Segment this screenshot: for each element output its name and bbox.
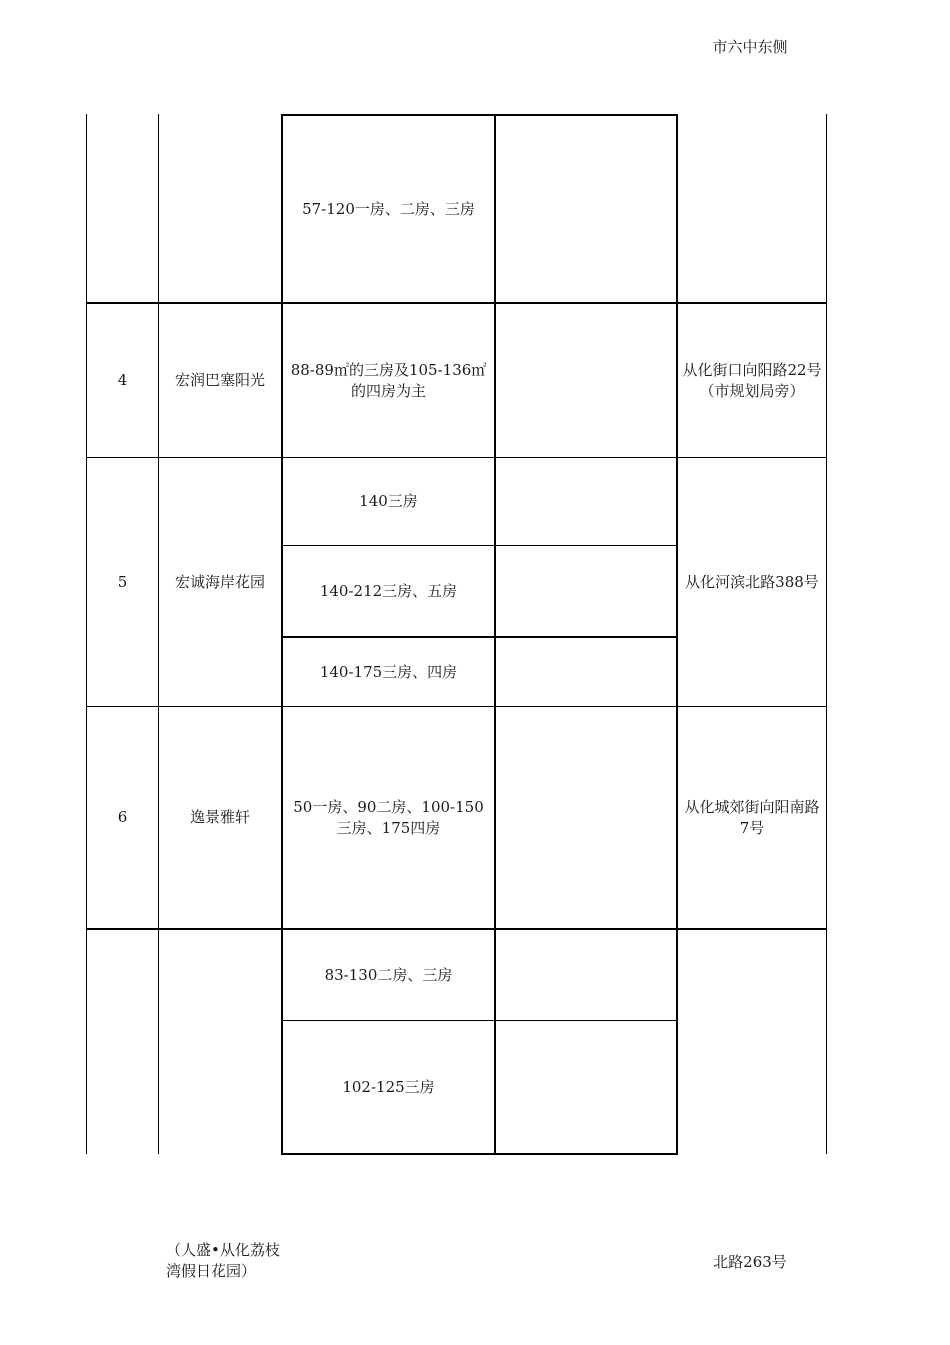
project-address: 从化河滨北路388号: [685, 572, 819, 591]
project-address: 从化街口向阳路22号（市规划局旁）: [682, 360, 822, 400]
unit-type-cell: 83-130二房、三房: [324, 965, 453, 984]
header-address-continuation: 市六中东侧: [712, 38, 788, 56]
row-number: 4: [117, 371, 128, 389]
unit-type-cell: 88-89㎡的三房及105-136㎡的四房为主: [290, 360, 487, 400]
unit-type-cell: 50一房、90二房、100-150三房、175四房: [293, 797, 484, 837]
footer-address: 北路263号: [713, 1253, 787, 1271]
footer-project-name: （人盛•从化荔枝湾假日花园）: [166, 1241, 280, 1280]
row-number: 6: [117, 808, 128, 826]
unit-type-cell: 102-125三房: [342, 1077, 435, 1096]
unit-type-cell: 57-120一房、二房、三房: [302, 200, 475, 218]
row-number: 5: [117, 572, 128, 591]
unit-type-cell: 140-212三房、五房: [319, 581, 458, 600]
unit-type-cell: 140-175三房、四房: [319, 662, 458, 681]
project-name: 宏诚海岸花园: [174, 572, 265, 591]
project-name: 宏润巴塞阳光: [174, 371, 265, 389]
unit-type-cell: 140三房: [359, 492, 418, 510]
project-address: 从化城郊街向阳南路7号: [684, 797, 820, 837]
project-name: 逸景雅轩: [189, 808, 250, 826]
